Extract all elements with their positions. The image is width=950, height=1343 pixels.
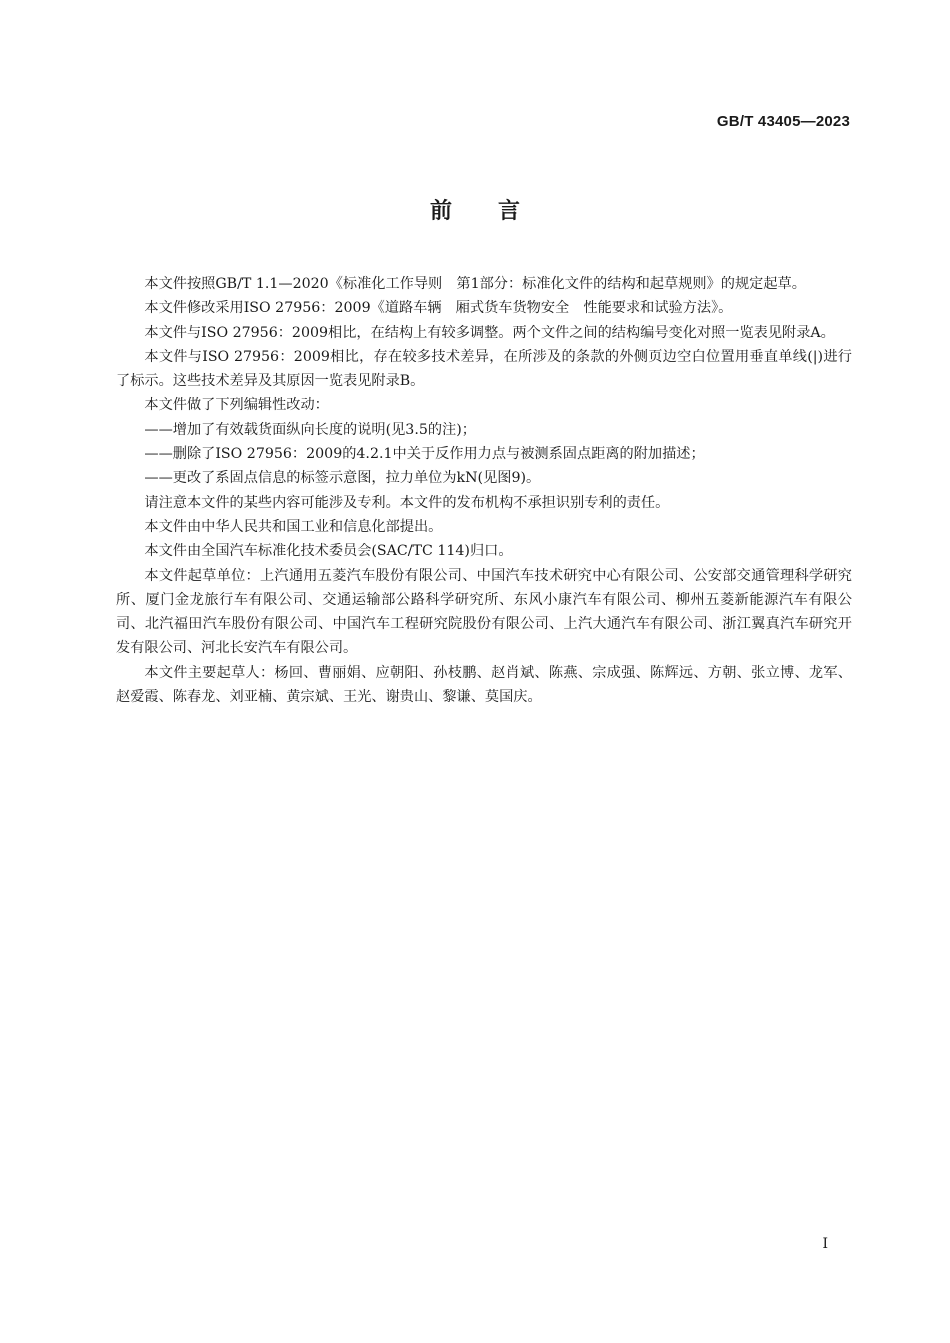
standard-number: GB/T 43405—2023 — [716, 113, 850, 130]
paragraph-drafting-rules: 本文件按照GB/T 1.1—2020《标准化工作导则 第1部分：标准化文件的结构和起草规则》的规定起草。 — [144, 276, 806, 292]
page-number: I — [822, 1236, 828, 1252]
paragraph-patent-notice: 请注意本文件的某些内容可能涉及专利。本文件的发布机构不承担识别专利的责任。 — [144, 494, 670, 511]
list-item: ——更改了系固点信息的标签示意图，拉力单位为kN(见图9)。 — [144, 470, 541, 487]
paragraph-technical-differences: 本文件与ISO 27956：2009相比，存在较多技术差异，在所涉及的条款的外侧页边空白位置用垂直单线(|)进行了标示。这些技术差异及其原因一览表见附录B。 — [116, 348, 852, 390]
list-item: ——删除了ISO 27956：2009的4.2.1中关于反作用力点与被测系固点距离的附加描述； — [144, 446, 705, 463]
paragraph-drafters: 本文件主要起草人：杨回、曹丽娟、应朝阳、孙枝鹏、赵肖斌、陈燕、宗成强、陈辉远、方朝、张立博、龙军、赵爱霞、陈春龙、刘亚楠、黄宗斌、王光、谢贵山、黎谦、莫国庆。 — [116, 664, 852, 706]
paragraph-editorial-intro: 本文件做了下列编辑性改动： — [144, 397, 329, 414]
paragraph-committee: 本文件由全国汽车标准化技术委员会(SAC/TC 114)归口。 — [144, 543, 513, 560]
paragraph-drafting-units: 本文件起草单位：上汽通用五菱汽车股份有限公司、中国汽车技术研究中心有限公司、公安部交通管理科学研究所、厦门金龙旅行车有限公司、交通运输部公路科学研究所、东风小康汽车有限公司、柳州五菱新能源汽车有限公司、北汽福田汽车股份有限公司、中国汽车工程研究院股份有限公司、上汽大通汽车有限公司、浙江翼真汽车研究开发有限公司、河北长安汽车有限公司。 — [116, 567, 852, 657]
foreword-body — [116, 272, 852, 709]
paragraph-structure-changes: 本文件与ISO 27956：2009相比，在结构上有较多调整。两个文件之间的结构编号变化对照一览表见附录A。 — [144, 324, 835, 341]
list-item: ——增加了有效载货面纵向长度的说明(见3.5的注)； — [144, 421, 476, 438]
page-title: 前言 — [429, 199, 566, 224]
paragraph-adoption: 本文件修改采用ISO 27956：2009《道路车辆 厢式货车货物安全 性能要求和试验方法》。 — [144, 300, 733, 317]
paragraph-proposer: 本文件由中华人民共和国工业和信息化部提出。 — [144, 518, 443, 535]
